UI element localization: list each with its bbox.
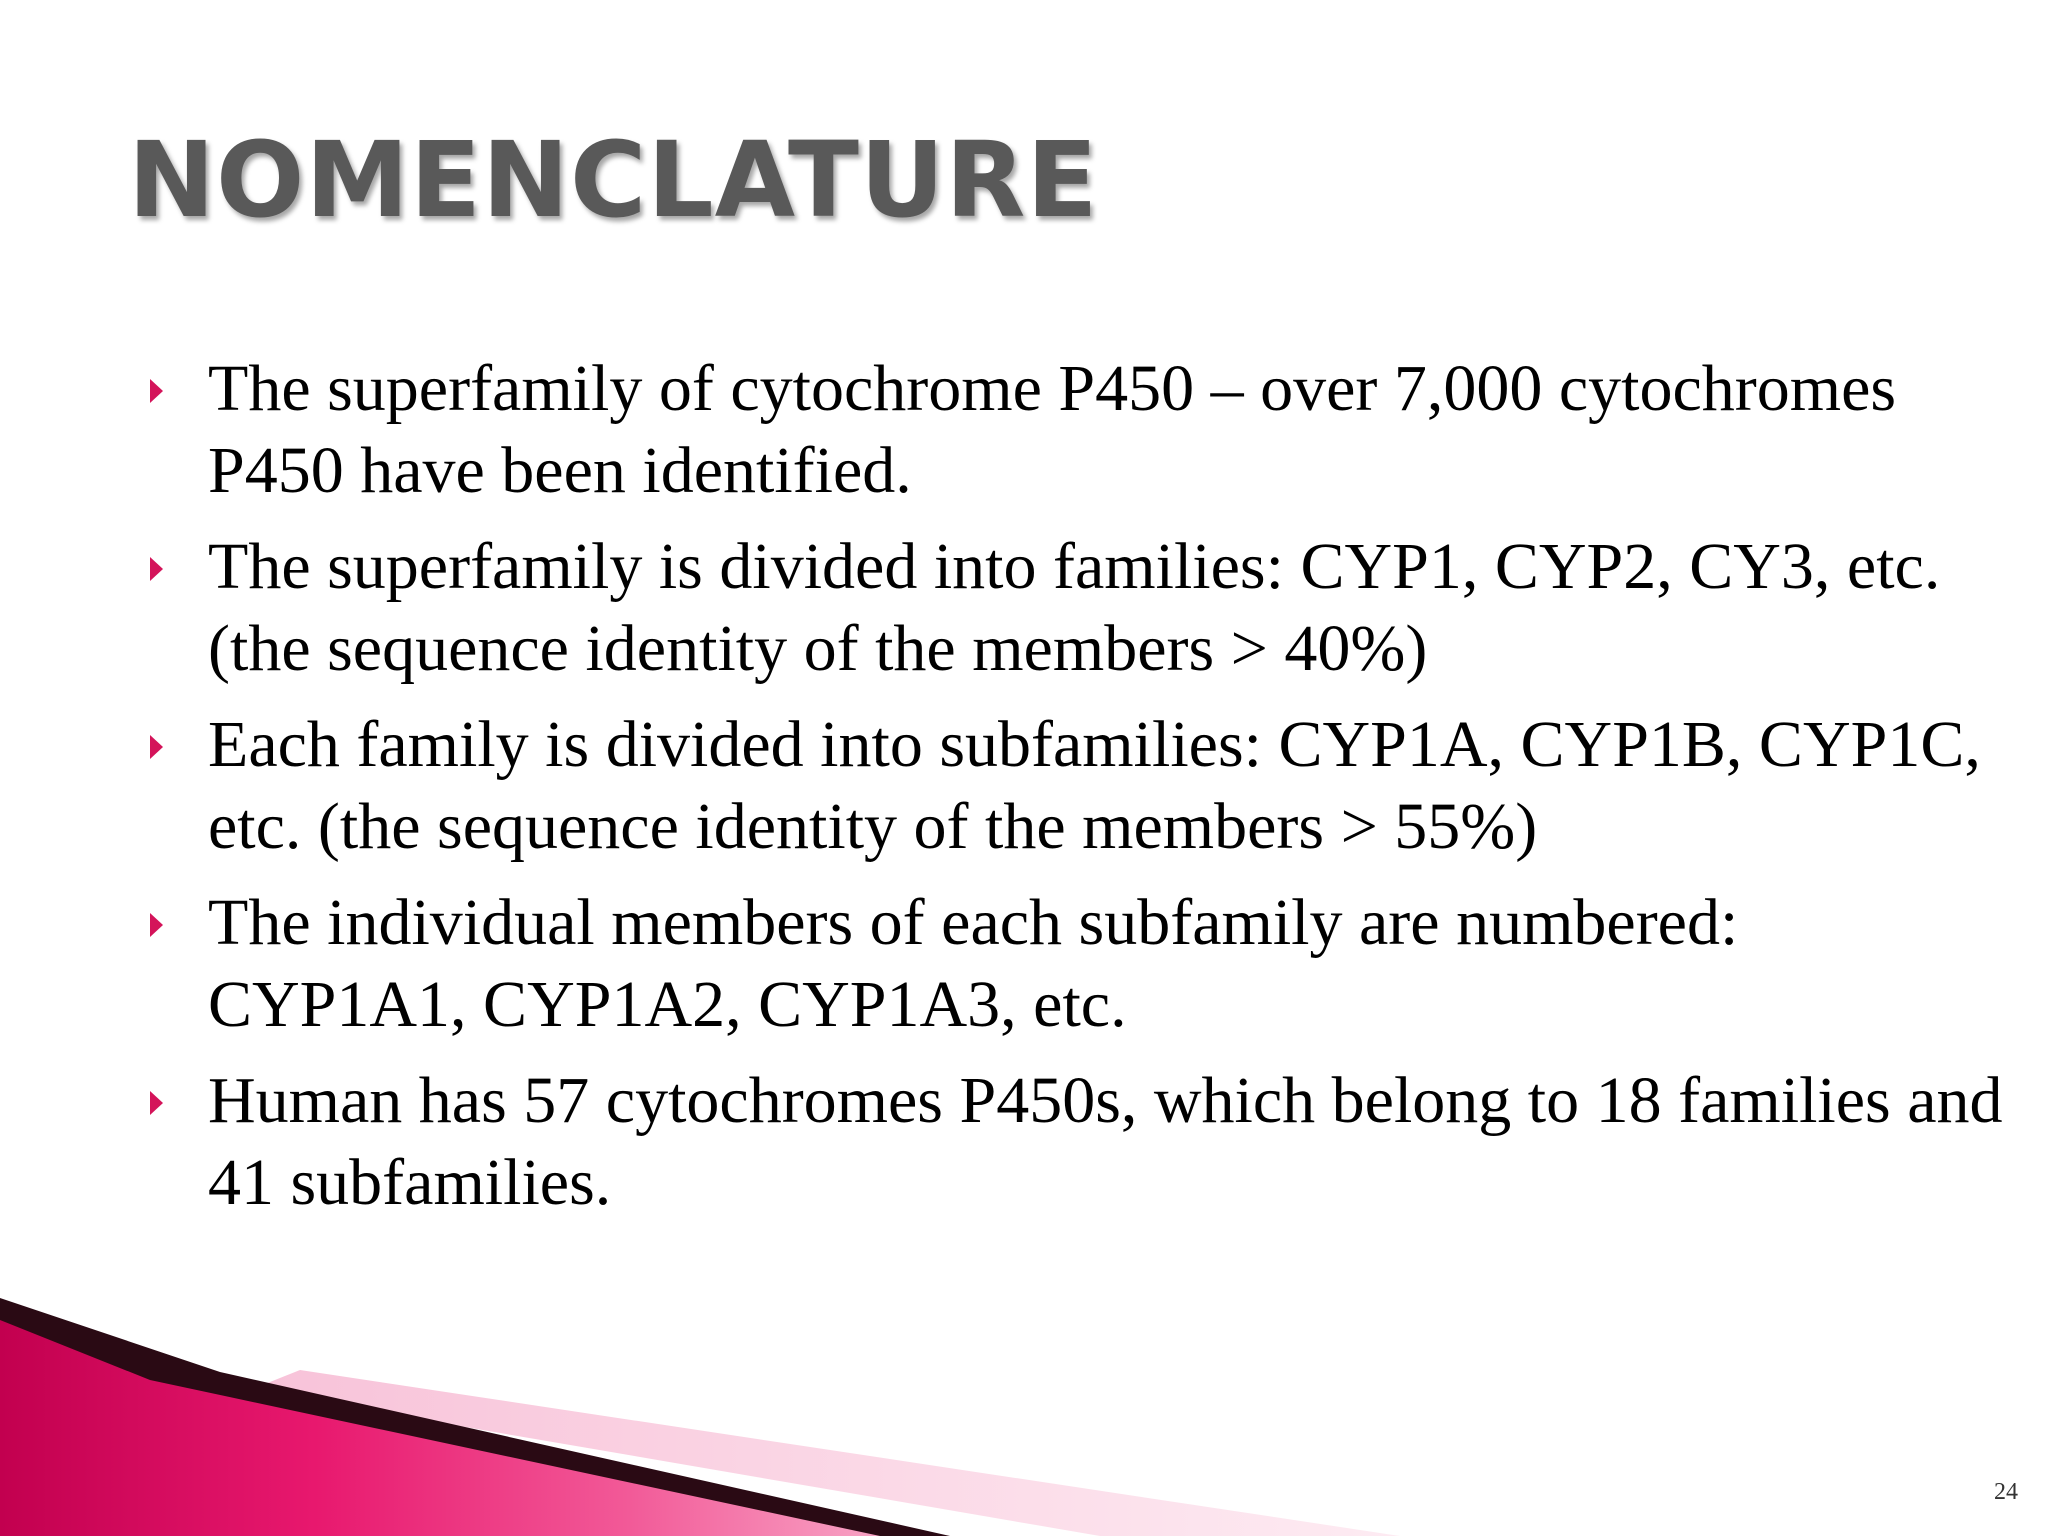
bullet-text: Each family is divided into subfamilies: CYP1A, CYP1B, CYP1C, etc. (the sequence identity of the members > 55%) bbox=[208, 708, 1981, 863]
triangle-right-icon bbox=[150, 379, 163, 403]
triangle-right-icon bbox=[150, 913, 163, 937]
slide-title: NOMENCLATURE bbox=[128, 119, 1099, 241]
bullet-item bbox=[150, 348, 2010, 512]
bullet-item bbox=[150, 526, 2010, 690]
decorative-swoosh bbox=[0, 1280, 2048, 1536]
triangle-right-icon bbox=[150, 735, 163, 759]
bullet-item bbox=[150, 704, 2010, 868]
page-number: 24 bbox=[1994, 1479, 2018, 1505]
bullet-list bbox=[150, 348, 2010, 1238]
bullet-text: The superfamily of cytochrome P450 – over 7,000 cytochromes P450 have been identified. bbox=[208, 352, 1897, 507]
bullet-text: Human has 57 cytochromes P450s, which belong to 18 families and 41 subfamilies. bbox=[208, 1064, 2003, 1219]
triangle-right-icon bbox=[150, 1091, 163, 1115]
bullet-text: The superfamily is divided into families: CYP1, CYP2, CY3, etc. (the sequence identity of the members > 40%) bbox=[208, 530, 1941, 685]
bullet-text: The individual members of each subfamily are numbered: CYP1A1, CYP1A2, CYP1A3, etc. bbox=[208, 886, 1739, 1041]
bullet-item bbox=[150, 882, 2010, 1046]
bullet-item bbox=[150, 1060, 2010, 1224]
triangle-right-icon bbox=[150, 557, 163, 581]
